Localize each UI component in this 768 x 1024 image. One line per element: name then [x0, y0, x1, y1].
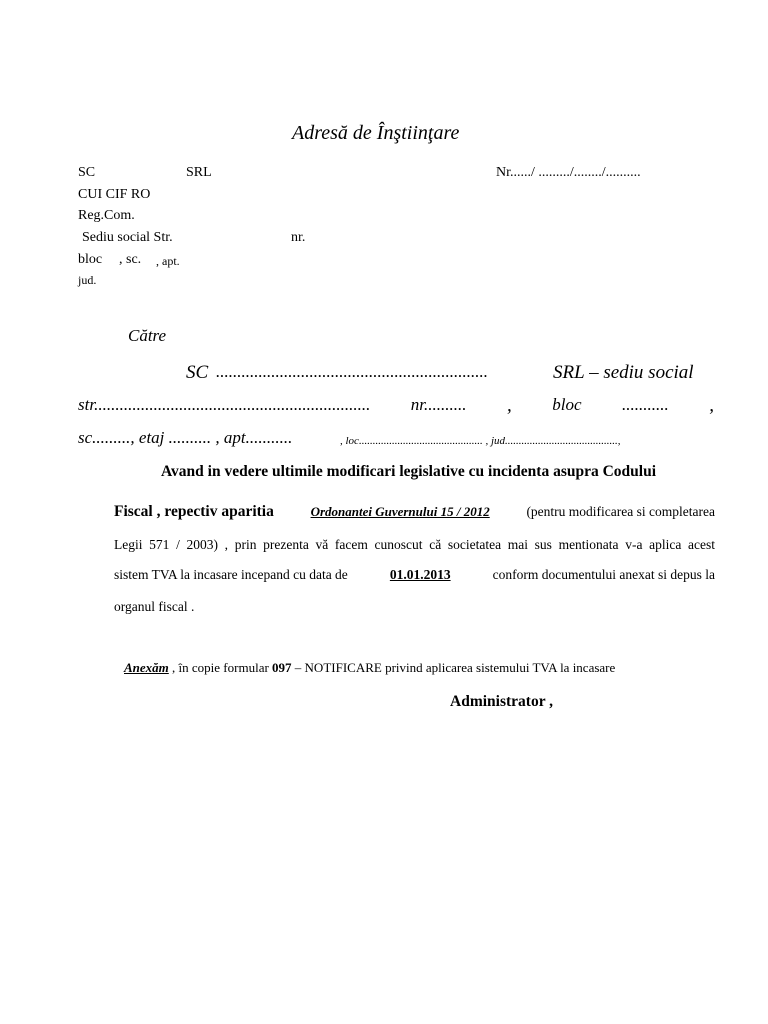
header-reg-com: Reg.Com.	[78, 208, 135, 223]
document-title: Adresă de Înştiinţare	[292, 122, 460, 144]
annex-text-b: – NOTIFICARE privind aplicarea sistemului TVA la incasare	[294, 660, 616, 675]
body-line-5: organul fiscal .	[114, 599, 195, 614]
body-line-3: Legii 571 / 2003) , prin prezenta vă facem cunoscut că societatea mai sus mentionata v-a aplica acest	[114, 537, 715, 552]
recipient-line3-main: sc........., etaj .......... , apt...........	[78, 428, 293, 447]
header-cui: CUI CIF RO	[78, 187, 151, 202]
recipient-comma-1: ,	[507, 395, 512, 416]
body-rest-1: (pentru modificarea si completarea	[526, 504, 715, 519]
body-line-4a: sistem TVA la incasare incepand cu data de	[114, 567, 348, 582]
body-date: 01.01.2013	[389, 567, 451, 582]
header-apt-field: , apt.	[156, 254, 180, 268]
annex-line	[124, 660, 615, 676]
header-sediu-nr: nr.	[291, 230, 306, 245]
recipient-catre: Către	[128, 326, 167, 345]
annex-anexam: Anexăm	[124, 660, 169, 675]
body-ordonanta: Ordonantei Guvernului 15 / 2012	[310, 504, 490, 519]
body-line-1: Avand in vedere ultimile modificari legislative cu incidenta asupra Codului	[161, 463, 657, 480]
header-sc: SC	[78, 165, 96, 180]
recipient-line3-loc: , loc............................................. , jud.........................................,	[340, 435, 621, 447]
annex-text-a: , în copie formular	[172, 660, 269, 675]
recipient-bloc: bloc	[552, 395, 582, 414]
recipient-comma-2: ,	[709, 395, 714, 416]
header-bloc: bloc	[78, 252, 103, 267]
header-jud: jud.	[78, 273, 97, 287]
recipient-nr: nr..........	[410, 395, 467, 414]
body-line-4b: conform documentului anexat si depus la	[492, 567, 715, 582]
annex-form-no: 097	[272, 660, 292, 675]
recipient-line1-dots: ................................................................	[216, 362, 488, 381]
recipient-bloc-dots: ...........	[621, 395, 669, 414]
recipient-line2	[78, 395, 714, 417]
header-srl: SRL	[186, 165, 212, 180]
recipient-line1-sc: SC	[186, 362, 209, 383]
body-line-2	[114, 503, 715, 521]
recipient-str: str.................................................................	[78, 395, 371, 414]
body-fiscal: Fiscal , repectiv aparitia	[114, 503, 274, 520]
body-line-4	[114, 567, 715, 583]
header-nr-field: Nr....../ ........./......../..........	[496, 165, 641, 180]
signature-administrator: Administrator ,	[450, 693, 554, 710]
recipient-line1-srl: SRL – sediu social	[553, 362, 694, 383]
header-sc-field: , sc.	[119, 252, 142, 267]
header-sediu: Sediu social Str.	[82, 230, 173, 245]
